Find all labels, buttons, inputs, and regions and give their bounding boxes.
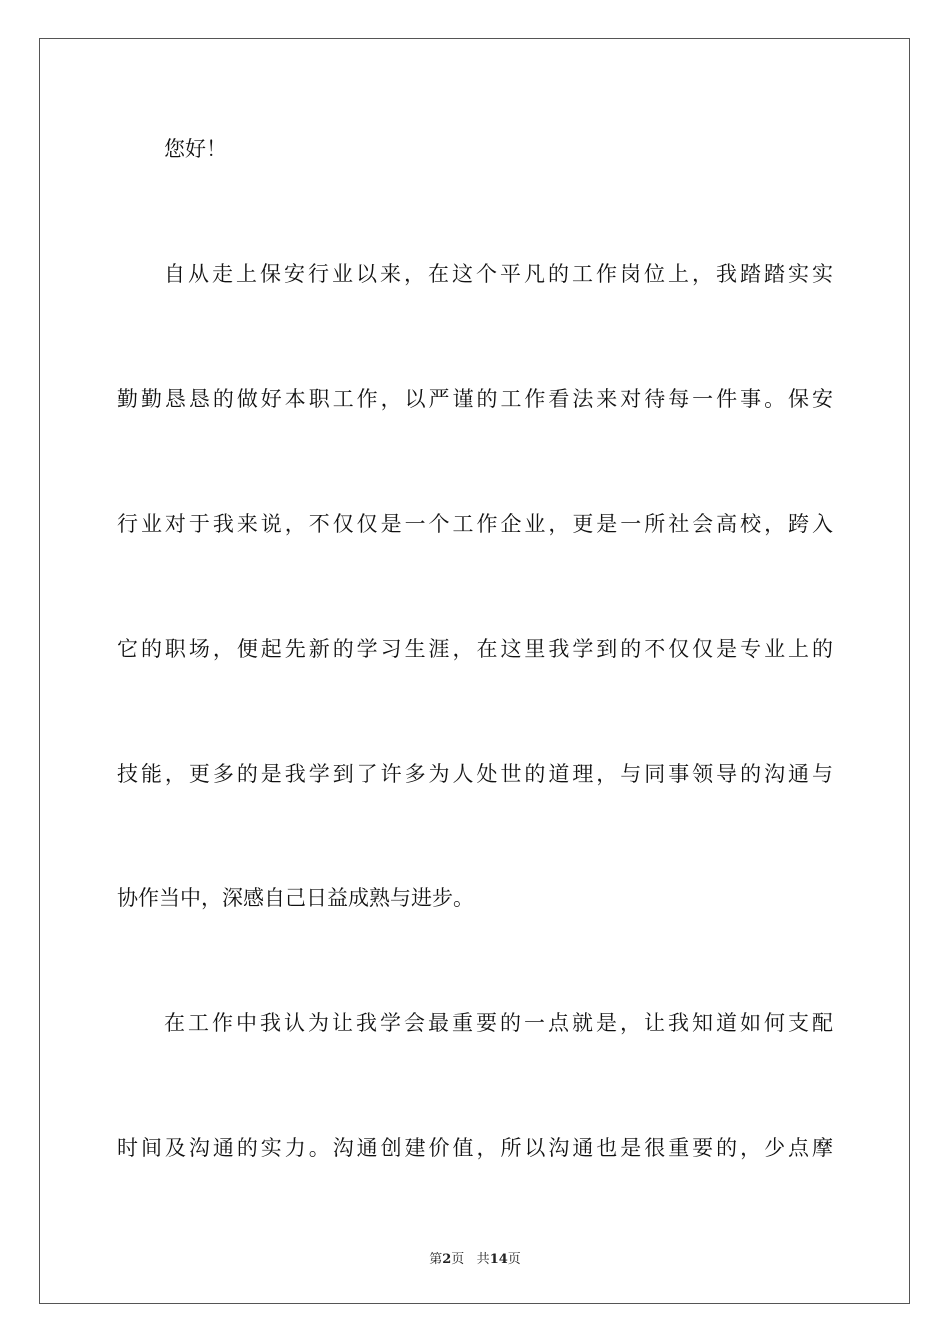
page-frame (39, 38, 910, 1304)
total-pages: 14 (489, 1252, 508, 1267)
page-number: 2 (442, 1252, 452, 1267)
text-line: 在工作中我认为让我学会最重要的一点就是，让我知道如何支配 (164, 1011, 833, 1035)
text-line: 时间及沟通的实力。沟通创建价值，所以沟通也是很重要的，少点摩 (117, 1136, 833, 1160)
text-line: 它的职场，便起先新的学习生涯，在这里我学到的不仅仅是专业上的 (117, 637, 833, 661)
total-prefix: 共 (476, 1252, 490, 1267)
page-prefix: 第 (429, 1252, 443, 1267)
text-line: 勤勤恳恳的做好本职工作，以严谨的工作看法来对待每一件事。保安 (117, 387, 833, 411)
text-line: 技能，更多的是我学到了许多为人处世的道理，与同事领导的沟通与 (117, 762, 833, 786)
text-line: 协作当中，深感自己日益成熟与进步。 (117, 886, 474, 910)
greeting-line: 您好！ (164, 137, 227, 161)
total-suffix: 页 (507, 1252, 521, 1267)
page-footer (0, 1248, 950, 1267)
page-suffix: 页 (451, 1252, 465, 1267)
text-line: 行业对于我来说，不仅仅是一个工作企业，更是一所社会高校，跨入 (117, 512, 833, 536)
text-line: 自从走上保安行业以来，在这个平凡的工作岗位上，我踏踏实实 (164, 262, 833, 286)
